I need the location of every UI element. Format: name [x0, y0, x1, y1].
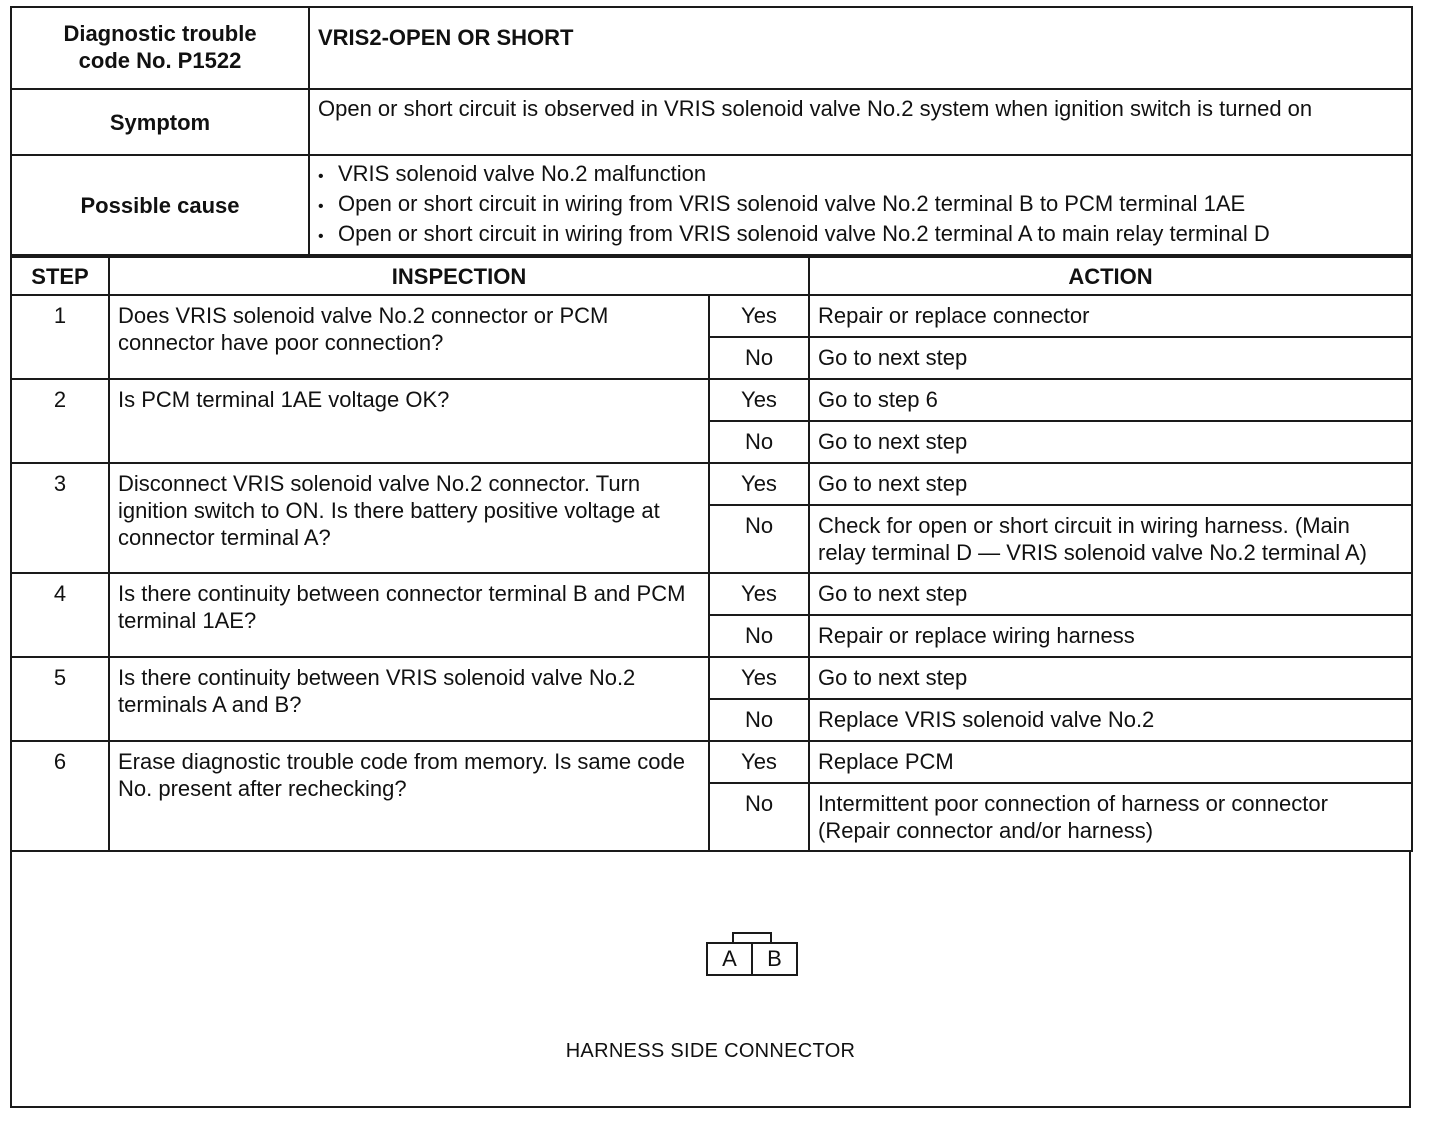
yes-label: Yes: [709, 573, 809, 615]
col-step-header: STEP: [11, 257, 109, 295]
cause-list: [314, 160, 1407, 250]
step-number: 4: [11, 573, 109, 657]
dtc-label: Diagnostic trouble code No. P1522: [11, 7, 309, 89]
dtc-title: VRIS2-OPEN OR SHORT: [309, 7, 1412, 89]
column-header-row: [11, 257, 1412, 295]
symptom-text: Open or short circuit is observed in VRIS solenoid valve No.2 system when ignition switch is turned on: [309, 89, 1412, 155]
dtc-row: [11, 7, 1412, 89]
symptom-row: [11, 89, 1412, 155]
step-2-yes-row: [11, 379, 1412, 421]
connector-diagram: [706, 930, 798, 970]
cause-row: [11, 155, 1412, 255]
no-action: Repair or replace wiring harness: [809, 615, 1412, 657]
step-4-yes-row: [11, 573, 1412, 615]
no-action: Intermittent poor connection of harness or connector (Repair connector and/or harness): [809, 783, 1412, 851]
yes-label: Yes: [709, 295, 809, 337]
step-6-yes-row: [11, 741, 1412, 783]
cause-cell: [309, 155, 1412, 255]
step-1-yes-row: [11, 295, 1412, 337]
step-inspection: Is PCM terminal 1AE voltage OK?: [109, 379, 709, 463]
step-number: 3: [11, 463, 109, 573]
no-label: No: [709, 783, 809, 851]
no-label: No: [709, 699, 809, 741]
no-action: Replace VRIS solenoid valve No.2: [809, 699, 1412, 741]
cause-item: • Open or short circuit in wiring from VRIS solenoid valve No.2 terminal B to PCM terminal 1AE: [314, 190, 1407, 220]
figure-caption: HARNESS SIDE CONNECTOR: [565, 1040, 856, 1062]
cause-item: • VRIS solenoid valve No.2 malfunction: [314, 160, 1407, 190]
connector-body: [706, 942, 798, 976]
yes-action: Go to step 6: [809, 379, 1412, 421]
yes-action: Repair or replace connector: [809, 295, 1412, 337]
step-inspection: Disconnect VRIS solenoid valve No.2 connector. Turn ignition switch to ON. Is there battery positive voltage at connector terminal A?: [109, 463, 709, 573]
yes-label: Yes: [709, 657, 809, 699]
step-number: 5: [11, 657, 109, 741]
yes-label: Yes: [709, 463, 809, 505]
connector-pin-b: B: [751, 944, 796, 974]
step-3-yes-row: [11, 463, 1412, 505]
step-number: 2: [11, 379, 109, 463]
step-inspection: Is there continuity between VRIS solenoid valve No.2 terminals A and B?: [109, 657, 709, 741]
step-inspection: Is there continuity between connector terminal B and PCM terminal 1AE?: [109, 573, 709, 657]
col-inspection-header: INSPECTION: [109, 257, 809, 295]
step-inspection: Erase diagnostic trouble code from memory. Is same code No. present after rechecking?: [109, 741, 709, 851]
yes-action: Go to next step: [809, 573, 1412, 615]
no-label: No: [709, 337, 809, 379]
col-action-header: ACTION: [809, 257, 1412, 295]
yes-label: Yes: [709, 379, 809, 421]
no-label: No: [709, 421, 809, 463]
no-label: No: [709, 615, 809, 657]
no-label: No: [709, 505, 809, 573]
no-action: Go to next step: [809, 337, 1412, 379]
step-inspection: Does VRIS solenoid valve No.2 connector or PCM connector have poor connection?: [109, 295, 709, 379]
step-table: [10, 256, 1413, 852]
no-action: Go to next step: [809, 421, 1412, 463]
step-5-yes-row: [11, 657, 1412, 699]
symptom-label: Symptom: [11, 89, 309, 155]
yes-label: Yes: [709, 741, 809, 783]
step-number: 6: [11, 741, 109, 851]
connector-pin-a: A: [722, 946, 737, 971]
dtc-header-table: [10, 6, 1413, 256]
connector-figure: [10, 852, 1411, 1108]
yes-action: Replace PCM: [809, 741, 1412, 783]
cause-label: Possible cause: [11, 155, 309, 255]
no-action: Check for open or short circuit in wiring harness. (Main relay terminal D — VRIS solenoid valve No.2 terminal A): [809, 505, 1412, 573]
cause-item: • Open or short circuit in wiring from VRIS solenoid valve No.2 terminal A to main relay terminal D: [314, 220, 1407, 250]
diagnostic-procedure-sheet: [10, 6, 1411, 1130]
yes-action: Go to next step: [809, 463, 1412, 505]
step-number: 1: [11, 295, 109, 379]
yes-action: Go to next step: [809, 657, 1412, 699]
